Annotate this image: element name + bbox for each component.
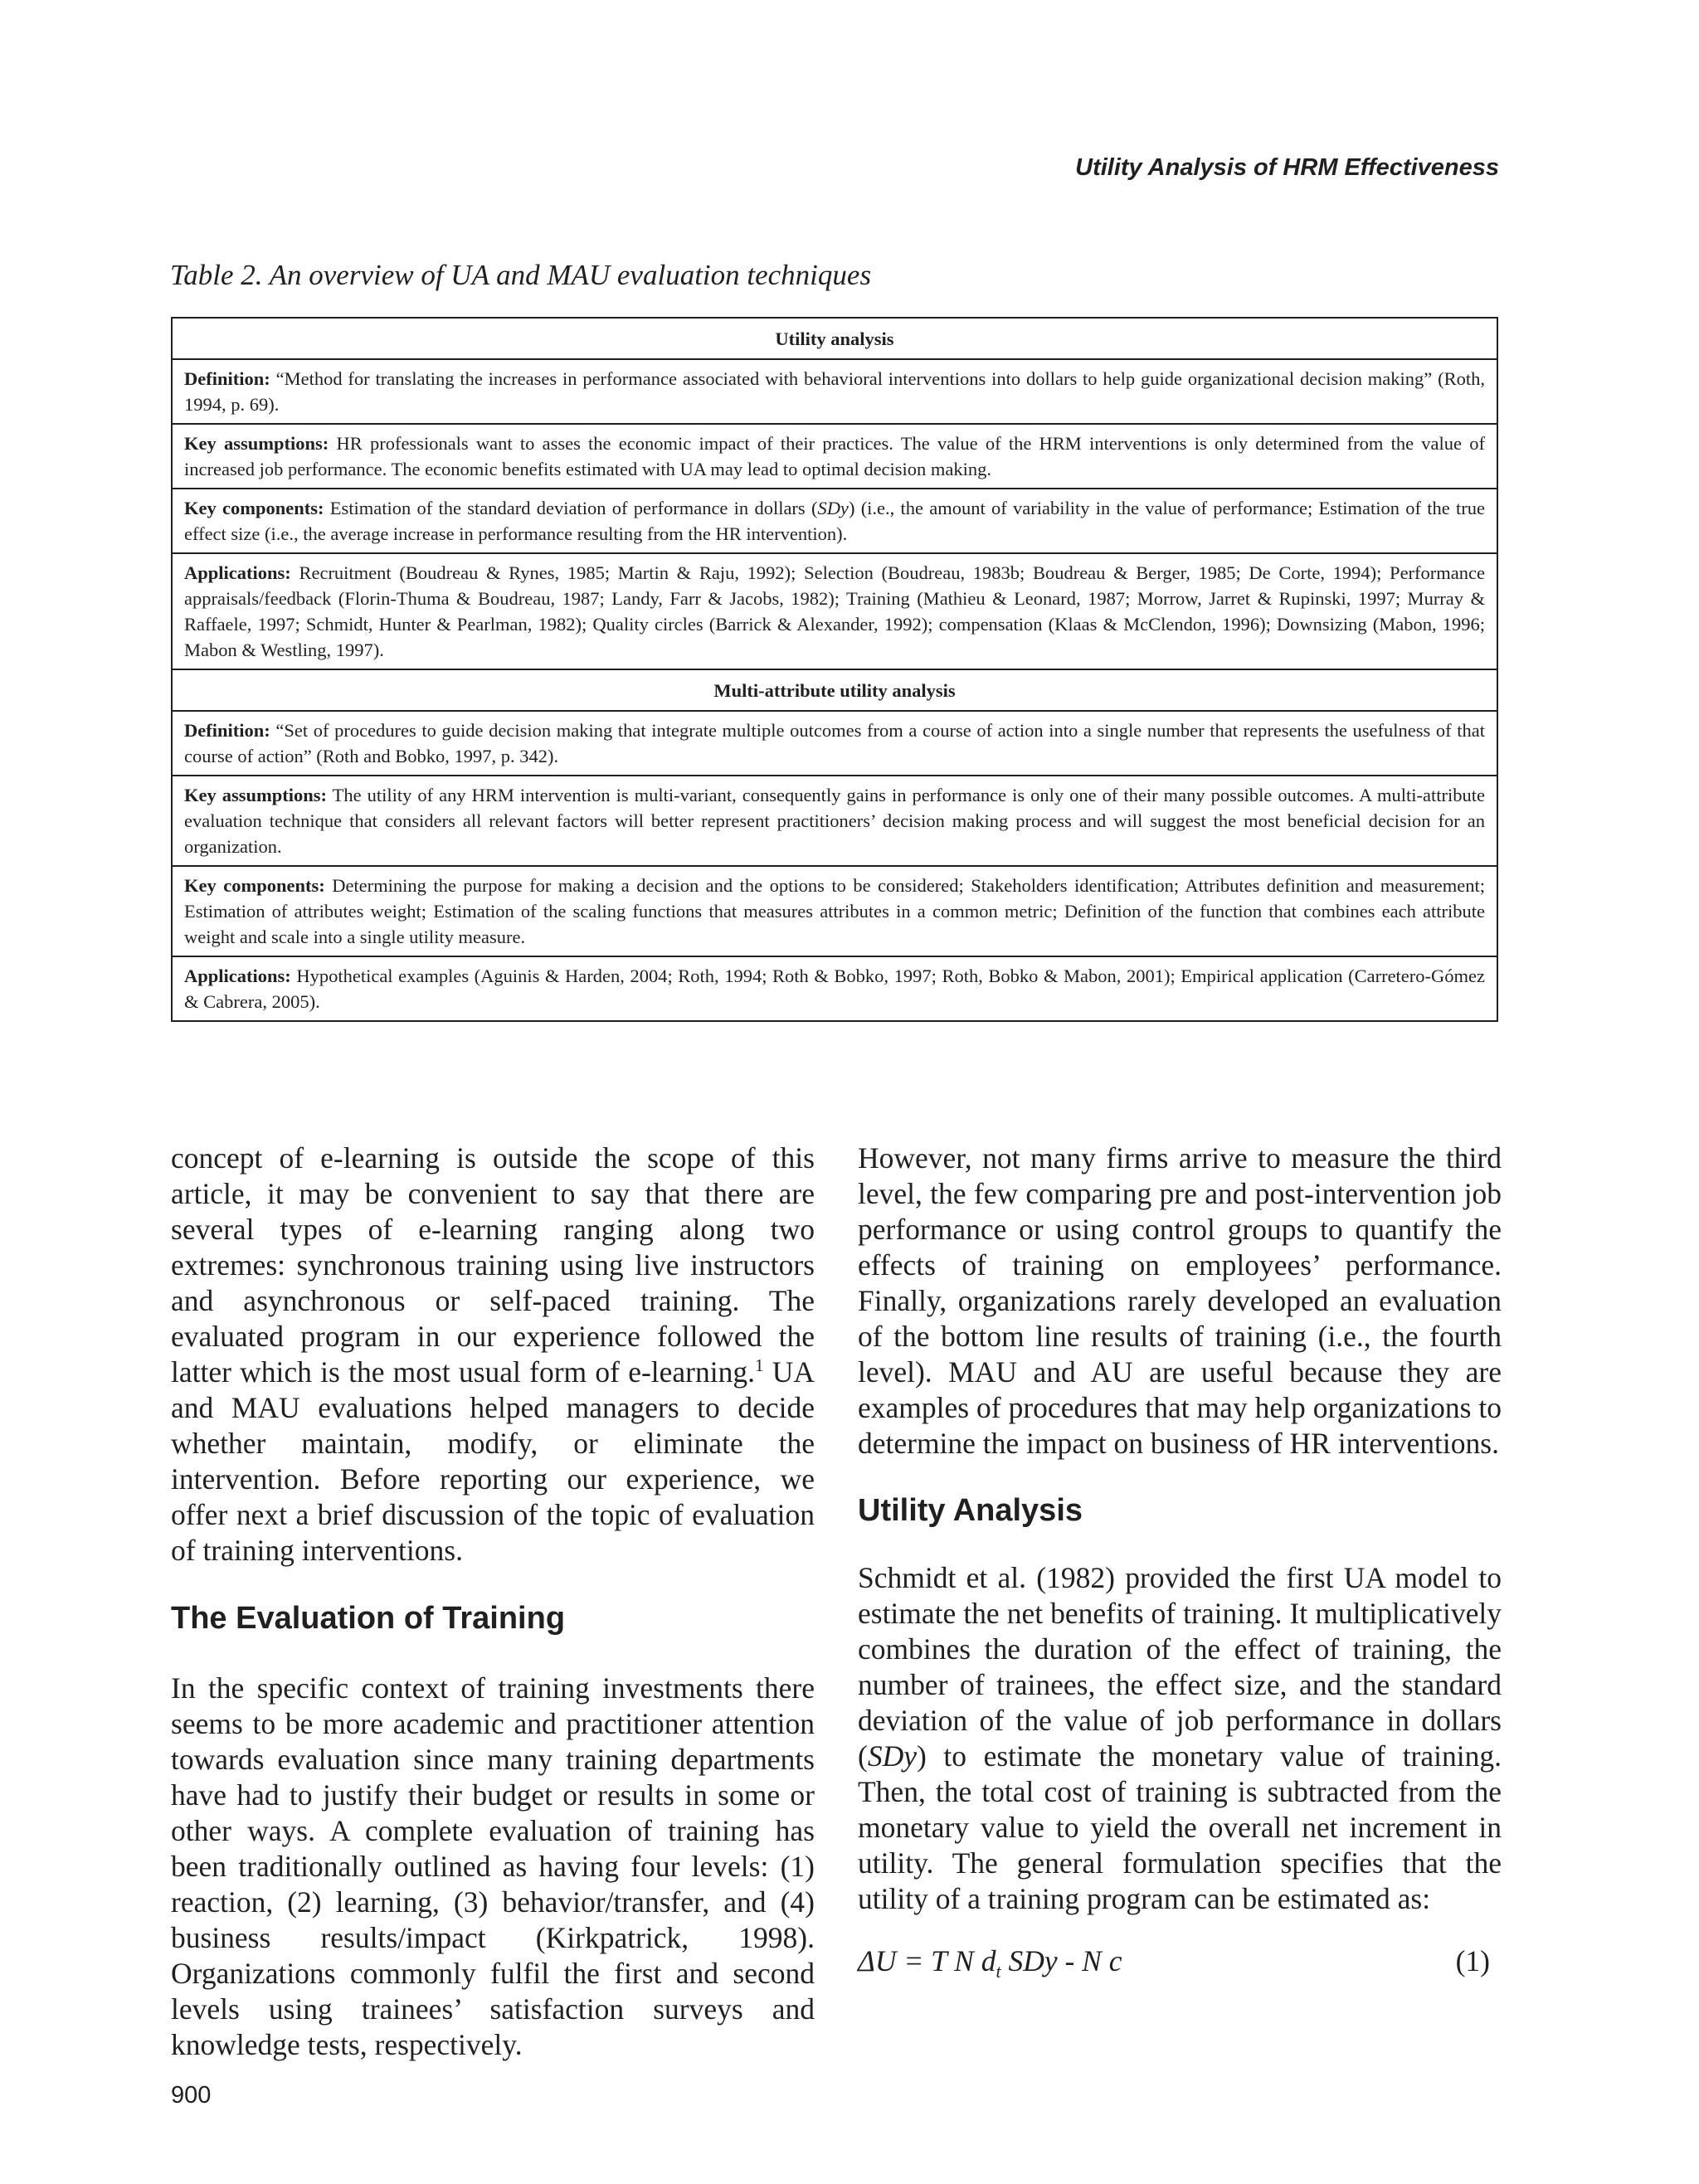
body-paragraph (171, 1141, 815, 1569)
body-paragraph: In the specific context of training investments there seems to be more academic and practitioner attention towards evaluation since many training departments have had to justify their budget or results in some or other ways. A complete evaluation of training has been traditionally outlined as having four levels: (1) reaction, (2) learning, (3) behavior/transfer, and (4) business results/impact (Kirkpatrick, 1998). Organizations commonly fulfil the first and second levels using trainees’ satisfaction surveys and knowledge tests, respectively. (171, 1671, 815, 2061)
running-head: Utility Analysis of HRM Effectiveness (1075, 154, 1499, 181)
table-row-mau-key-assumptions (173, 776, 1497, 867)
table-row-mau-applications (173, 957, 1497, 1020)
left-column (171, 1141, 815, 2063)
equation-rhs: SDy - N c (1000, 1944, 1122, 1977)
table-row-mau-definition (173, 712, 1497, 776)
row-text: ) (i.e., the amount of variability in the value of performance; Estimation of the true effect size (i.e., the average increase in performance resulting from the HR intervention). (184, 498, 1485, 544)
body-paragraph: However, not many firms arrive to measure the third level, the few comparing pre and post-intervention job performance or using control groups to quantify the effects of training on employees’ performance. Finally, organizations rarely developed an evaluation of the bottom line results of training (i.e., the fourth level). MAU and AU are useful because they are examples of procedures that may help organizations to determine the impact on business of HR interventions. (858, 1141, 1502, 1460)
row-text: Estimation of the standard deviation of performance in dollars ( (324, 498, 818, 518)
overview-table (171, 317, 1498, 1022)
row-label: Definition: (184, 720, 270, 741)
paragraph-text: UA and MAU evaluations helped managers to decide whether maintain, modify, or eliminate the intervention. Before reporting our experience, we offer next a brief discussion of the topic of evaluation of training interventions. (171, 1355, 815, 1567)
row-label: Definition: (184, 368, 270, 389)
page-number: 900 (171, 2082, 212, 2109)
table-row-ua-key-assumptions (173, 425, 1497, 489)
row-text: “Method for translating the increases in performance associated with behavioral interventions into dollars to help guide organizational decision making” (Roth, 1994, p. 69). (184, 368, 1485, 415)
row-label: Key components: (184, 875, 325, 896)
row-text: The utility of any HRM intervention is multi-variant, consequently gains in performance is only one of their many possible outcomes. A multi-attribute evaluation technique that considers all relevant factors will better represent practitioners’ decision making process and will suggest the most beneficial decision for an organization. (184, 785, 1485, 857)
body-paragraph (858, 1560, 1502, 1917)
table-section-heading: Multi-attribute utility analysis (173, 670, 1497, 712)
paragraph-text: concept of e-learning is outside the scope of this article, it may be convenient to say that there are several types of e-learning ranging along two extremes: synchronous training using live instructors and asynchronous or self-paced training. The evaluated program in our experience followed the latter which is the most usual form of e-learning. (171, 1141, 815, 1389)
equation-expression (858, 1943, 1122, 1989)
row-label: Applications: (184, 562, 291, 583)
equation-subscript: t (996, 1961, 1001, 1982)
table-section-heading: Utility analysis (173, 319, 1497, 360)
row-label: Key components: (184, 498, 324, 518)
section-heading: The Evaluation of Training (171, 1601, 566, 1636)
right-column (858, 1141, 1502, 1982)
row-text: Recruitment (Boudreau & Rynes, 1985; Martin & Raju, 1992); Selection (Boudreau, 1983b; Boudreau & Berger, 1985; De Corte, 1994); Performance appraisals/feedback (Florin-Thuma & Boudreau, 1987; Landy, Farr & Jacobs, 1982); Training (Mathieu & Leonard, 1987; Morrow, Jarret & Rupinski, 1997; Murray & Raffaele, 1997; Schmidt, Hunter & Pearlman, 1982); Quality circles (Barrick & Alexander, 1992); compensation (Klaas & McClendon, 1996); Downsizing (Mabon, 1996; Mabon & Westling, 1997). (184, 562, 1485, 660)
paragraph-text-italic: SDy (867, 1739, 917, 1773)
row-label: Key assumptions: (184, 785, 328, 805)
table-row-ua-applications (173, 554, 1497, 670)
equation (858, 1943, 1502, 1982)
equation-number: (1) (1455, 1944, 1490, 1977)
table-caption: Table 2. An overview of UA and MAU evaluation techniques (170, 259, 872, 291)
row-text: “Set of procedures to guide decision making that integrate multiple outcomes from a course of action into a single number that represents the usefulness of that course of action” (Roth and Bobko, 1997, p. 342). (184, 720, 1485, 766)
row-label: Applications: (184, 966, 291, 986)
row-text: HR professionals want to asses the economic impact of their practices. The value of the HRM interventions is only determined from the value of increased job performance. The economic benefits estimated with UA may lead to optimal decision making. (184, 433, 1485, 479)
row-text-italic: SDy (817, 498, 849, 518)
section-heading: Utility Analysis (858, 1493, 1083, 1528)
table-row-mau-key-components (173, 867, 1497, 957)
table-row-ua-key-components (173, 489, 1497, 554)
equation-lhs: ΔU = T N d (858, 1944, 996, 1977)
paragraph-text: Schmidt et al. (1982) provided the first UA model to estimate the net benefits of training. It multiplicatively combines the duration of the effect of training, the number of trainees, the effect size, and the standard deviation of the value of job performance in dollars ( (858, 1561, 1502, 1773)
paragraph-text: ) to estimate the monetary value of training. Then, the total cost of training is subtracted from the monetary value to yield the overall net increment in utility. The general formulation specifies that the utility of a training program can be estimated as: (858, 1739, 1502, 1915)
row-label: Key assumptions: (184, 433, 329, 454)
row-text: Determining the purpose for making a decision and the options to be considered; Stakeholders identification; Attributes definition and measurement; Estimation of attributes weight; Estimation of the scaling functions that measures attributes in a common metric; Definition of the function that combines each attribute weight and scale into a single utility measure. (184, 875, 1485, 947)
table-row-ua-definition (173, 360, 1497, 425)
footnote-marker: 1 (754, 1355, 764, 1376)
row-text: Hypothetical examples (Aguinis & Harden, 2004; Roth, 1994; Roth & Bobko, 1997; Roth, Bobko & Mabon, 2001); Empirical application (Carretero-Gómez & Cabrera, 2005). (184, 966, 1485, 1012)
